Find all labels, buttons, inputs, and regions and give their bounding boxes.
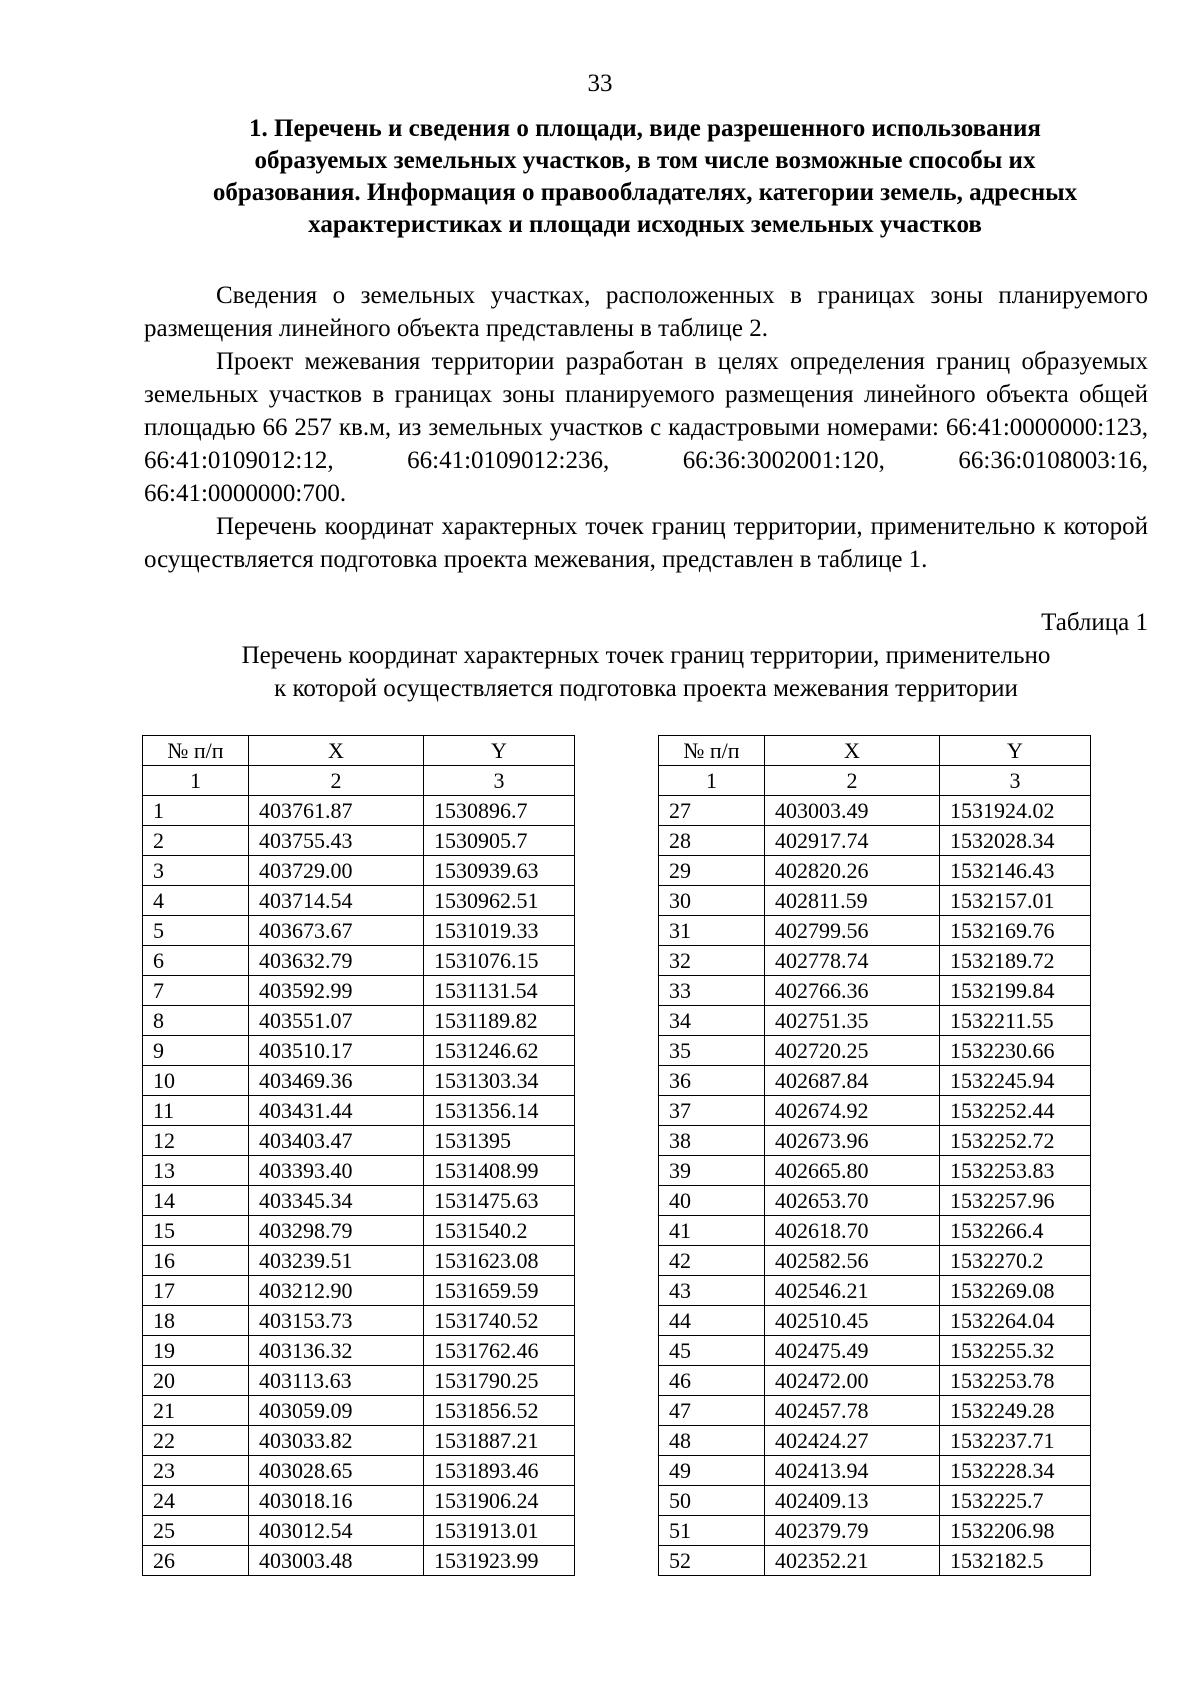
cell-x: 402582.56 xyxy=(765,1246,940,1276)
table-row xyxy=(143,1156,575,1186)
heading-line: характеристиках и площади исходных земельных участков xyxy=(308,211,982,238)
cell-y: 1532252.72 xyxy=(940,1126,1091,1156)
cell-y: 1531623.08 xyxy=(424,1246,575,1276)
cell-y: 1531019.33 xyxy=(424,916,575,946)
table-title-line: к которой осуществляется подготовка проекта межевания территории xyxy=(274,675,1018,702)
table-caption xyxy=(144,606,1148,705)
cell-x: 403018.16 xyxy=(249,1486,424,1516)
column-number-cell: 3 xyxy=(940,766,1091,796)
header-cell-number: № п/п xyxy=(143,736,249,766)
cell-x: 402510.45 xyxy=(765,1306,940,1336)
cell-point-number: 13 xyxy=(143,1156,249,1186)
cell-x: 403393.40 xyxy=(249,1156,424,1186)
table-row xyxy=(143,1456,575,1486)
table-row xyxy=(143,886,575,916)
cell-x: 402352.21 xyxy=(765,1546,940,1576)
cell-point-number: 25 xyxy=(143,1516,249,1546)
coordinates-table-left xyxy=(142,735,575,1576)
cell-point-number: 9 xyxy=(143,1036,249,1066)
cell-point-number: 3 xyxy=(143,856,249,886)
cell-y: 1532169.76 xyxy=(940,916,1091,946)
cell-x: 403239.51 xyxy=(249,1246,424,1276)
cell-point-number: 23 xyxy=(143,1456,249,1486)
cell-y: 1532182.5 xyxy=(940,1546,1091,1576)
cell-x: 402820.26 xyxy=(765,856,940,886)
cell-x: 402413.94 xyxy=(765,1456,940,1486)
table-row xyxy=(143,1036,575,1066)
table-row xyxy=(659,856,1091,886)
header-cell-number: № п/п xyxy=(659,736,765,766)
cell-x: 403761.87 xyxy=(249,796,424,826)
table-row xyxy=(659,1186,1091,1216)
table-row xyxy=(143,946,575,976)
cell-y: 1532249.28 xyxy=(940,1396,1091,1426)
cell-x: 402665.80 xyxy=(765,1156,940,1186)
table-row xyxy=(143,1366,575,1396)
cell-x: 403431.44 xyxy=(249,1096,424,1126)
cell-point-number: 49 xyxy=(659,1456,765,1486)
cell-point-number: 28 xyxy=(659,826,765,856)
cell-x: 403028.65 xyxy=(249,1456,424,1486)
table-row xyxy=(143,1336,575,1366)
cell-x: 403714.54 xyxy=(249,886,424,916)
cell-y: 1532270.2 xyxy=(940,1246,1091,1276)
column-number-cell: 1 xyxy=(143,766,249,796)
cell-y: 1532264.04 xyxy=(940,1306,1091,1336)
cell-x: 402917.74 xyxy=(765,826,940,856)
cell-point-number: 4 xyxy=(143,886,249,916)
cell-x: 403113.63 xyxy=(249,1366,424,1396)
table-row xyxy=(659,1456,1091,1486)
cell-y: 1531189.82 xyxy=(424,1006,575,1036)
table-column-number-row xyxy=(143,766,575,796)
cell-y: 1531924.02 xyxy=(940,796,1091,826)
cell-x: 403632.79 xyxy=(249,946,424,976)
table-row xyxy=(143,1096,575,1126)
cell-point-number: 6 xyxy=(143,946,249,976)
cell-point-number: 18 xyxy=(143,1306,249,1336)
table-row xyxy=(659,1036,1091,1066)
cell-y: 1531856.52 xyxy=(424,1396,575,1426)
cell-point-number: 51 xyxy=(659,1516,765,1546)
cell-x: 402778.74 xyxy=(765,946,940,976)
cell-y: 1532237.71 xyxy=(940,1426,1091,1456)
cell-y: 1531076.15 xyxy=(424,946,575,976)
table-row xyxy=(143,916,575,946)
cell-point-number: 11 xyxy=(143,1096,249,1126)
cell-x: 402811.59 xyxy=(765,886,940,916)
cell-y: 1532028.34 xyxy=(940,826,1091,856)
cell-point-number: 12 xyxy=(143,1126,249,1156)
cell-x: 402674.92 xyxy=(765,1096,940,1126)
table-row xyxy=(143,826,575,856)
table-row xyxy=(659,1096,1091,1126)
cell-point-number: 35 xyxy=(659,1036,765,1066)
table-title-line: Перечень координат характерных точек границ территории, применительно xyxy=(241,642,1051,669)
column-number-cell: 2 xyxy=(249,766,424,796)
cell-y: 1532266.4 xyxy=(940,1216,1091,1246)
cell-point-number: 40 xyxy=(659,1186,765,1216)
heading-line: образуемых земельных участков, в том числе возможные способы их xyxy=(254,147,1036,174)
cell-point-number: 17 xyxy=(143,1276,249,1306)
cell-y: 1532253.78 xyxy=(940,1366,1091,1396)
cell-point-number: 52 xyxy=(659,1546,765,1576)
cell-point-number: 24 xyxy=(143,1486,249,1516)
cell-y: 1531408.99 xyxy=(424,1156,575,1186)
cell-x: 403033.82 xyxy=(249,1426,424,1456)
table-row xyxy=(143,856,575,886)
cell-y: 1532257.96 xyxy=(940,1186,1091,1216)
cell-x: 403298.79 xyxy=(249,1216,424,1246)
table-row xyxy=(659,1546,1091,1576)
cell-point-number: 5 xyxy=(143,916,249,946)
cell-x: 403153.73 xyxy=(249,1306,424,1336)
cell-y: 1532225.7 xyxy=(940,1486,1091,1516)
cell-point-number: 21 xyxy=(143,1396,249,1426)
table-row xyxy=(143,1426,575,1456)
cell-point-number: 34 xyxy=(659,1006,765,1036)
cell-y: 1530896.7 xyxy=(424,796,575,826)
table-row xyxy=(659,946,1091,976)
cell-point-number: 44 xyxy=(659,1306,765,1336)
table-row xyxy=(659,886,1091,916)
cell-y: 1532269.08 xyxy=(940,1276,1091,1306)
cell-x: 403212.90 xyxy=(249,1276,424,1306)
table-row xyxy=(659,1066,1091,1096)
cell-y: 1532253.83 xyxy=(940,1156,1091,1186)
cell-y: 1532228.34 xyxy=(940,1456,1091,1486)
cell-y: 1532189.72 xyxy=(940,946,1091,976)
table-row xyxy=(143,1396,575,1426)
table-row xyxy=(143,1306,575,1336)
cell-x: 403551.07 xyxy=(249,1006,424,1036)
cell-y: 1531356.14 xyxy=(424,1096,575,1126)
paragraph: Перечень координат характерных точек границ территории, применительно к которой осуществляется подготовка проекта межевания, представлен в таблице 1. xyxy=(144,513,1148,573)
table-row xyxy=(659,1366,1091,1396)
table-row xyxy=(143,1006,575,1036)
cell-y: 1530905.7 xyxy=(424,826,575,856)
table-row xyxy=(143,1276,575,1306)
table-row xyxy=(143,1516,575,1546)
cell-x: 402379.79 xyxy=(765,1516,940,1546)
cell-y: 1531893.46 xyxy=(424,1456,575,1486)
cell-y: 1530939.63 xyxy=(424,856,575,886)
cell-x: 402457.78 xyxy=(765,1396,940,1426)
cell-x: 403403.47 xyxy=(249,1126,424,1156)
table-row xyxy=(659,1426,1091,1456)
cell-point-number: 14 xyxy=(143,1186,249,1216)
cell-y: 1531887.21 xyxy=(424,1426,575,1456)
cell-y: 1531906.24 xyxy=(424,1486,575,1516)
table-row xyxy=(143,1066,575,1096)
table-row xyxy=(659,1006,1091,1036)
cell-point-number: 29 xyxy=(659,856,765,886)
table-row xyxy=(143,1216,575,1246)
cell-x: 403729.00 xyxy=(249,856,424,886)
cell-x: 402475.49 xyxy=(765,1336,940,1366)
cell-x: 402799.56 xyxy=(765,916,940,946)
cell-x: 402673.96 xyxy=(765,1126,940,1156)
table-row xyxy=(659,1216,1091,1246)
cell-point-number: 46 xyxy=(659,1366,765,1396)
paragraph: Проект межевания территории разработан в целях определения границ образуемых земельных участков в границах зоны планируемого размещения линейного объекта общей площадью 66 257 кв.м, из земельных участков с кадастровыми номерами: 66:41:0000000:123, 66:41:0109012:12, 66:41:0109012:236, 66:36:3002001:120, 66:36:0108003:16, 66:41:0000000:700. xyxy=(144,348,1148,507)
cell-y: 1532157.01 xyxy=(940,886,1091,916)
header-cell-y: Y xyxy=(940,736,1091,766)
cell-point-number: 37 xyxy=(659,1096,765,1126)
cell-y: 1531659.59 xyxy=(424,1276,575,1306)
cell-y: 1531475.63 xyxy=(424,1186,575,1216)
cell-y: 1531790.25 xyxy=(424,1366,575,1396)
cell-x: 403012.54 xyxy=(249,1516,424,1546)
cell-point-number: 33 xyxy=(659,976,765,1006)
cell-point-number: 45 xyxy=(659,1336,765,1366)
cell-point-number: 43 xyxy=(659,1276,765,1306)
cell-x: 403136.32 xyxy=(249,1336,424,1366)
cell-point-number: 32 xyxy=(659,946,765,976)
heading-line: образования. Информация о правообладателях, категории земель, адресных xyxy=(212,179,1078,206)
cell-y: 1532255.32 xyxy=(940,1336,1091,1366)
cell-point-number: 30 xyxy=(659,886,765,916)
table-row xyxy=(143,1546,575,1576)
cell-y: 1532206.98 xyxy=(940,1516,1091,1546)
cell-x: 402751.35 xyxy=(765,1006,940,1036)
cell-y: 1532146.43 xyxy=(940,856,1091,886)
table-row xyxy=(143,1246,575,1276)
body-text xyxy=(144,279,1148,576)
header-cell-x: X xyxy=(249,736,424,766)
table-label: Таблица 1 xyxy=(1041,609,1148,636)
cell-point-number: 27 xyxy=(659,796,765,826)
table-row xyxy=(143,1186,575,1216)
cell-point-number: 38 xyxy=(659,1126,765,1156)
cell-point-number: 7 xyxy=(143,976,249,1006)
cell-point-number: 31 xyxy=(659,916,765,946)
cell-point-number: 41 xyxy=(659,1216,765,1246)
cell-y: 1531246.62 xyxy=(424,1036,575,1066)
cell-x: 402472.00 xyxy=(765,1366,940,1396)
cell-point-number: 42 xyxy=(659,1246,765,1276)
cell-x: 403755.43 xyxy=(249,826,424,856)
cell-x: 403003.49 xyxy=(765,796,940,826)
coordinates-table-right xyxy=(658,735,1091,1576)
header-cell-x: X xyxy=(765,736,940,766)
table-row xyxy=(143,796,575,826)
cell-y: 1531395 xyxy=(424,1126,575,1156)
cell-point-number: 10 xyxy=(143,1066,249,1096)
table-row xyxy=(659,976,1091,1006)
page-number: 33 xyxy=(587,70,613,97)
cell-x: 402618.70 xyxy=(765,1216,940,1246)
cell-x: 403059.09 xyxy=(249,1396,424,1426)
cell-point-number: 15 xyxy=(143,1216,249,1246)
cell-point-number: 39 xyxy=(659,1156,765,1186)
cell-y: 1531131.54 xyxy=(424,976,575,1006)
cell-y: 1531913.01 xyxy=(424,1516,575,1546)
cell-y: 1531740.52 xyxy=(424,1306,575,1336)
table-row xyxy=(659,1276,1091,1306)
cell-x: 402687.84 xyxy=(765,1066,940,1096)
cell-point-number: 26 xyxy=(143,1546,249,1576)
table-column-number-row xyxy=(659,766,1091,796)
cell-x: 403003.48 xyxy=(249,1546,424,1576)
cell-point-number: 1 xyxy=(143,796,249,826)
table-row xyxy=(143,1486,575,1516)
column-number-cell: 2 xyxy=(765,766,940,796)
column-number-cell: 1 xyxy=(659,766,765,796)
cell-x: 403592.99 xyxy=(249,976,424,1006)
cell-x: 402766.36 xyxy=(765,976,940,1006)
cell-x: 402424.27 xyxy=(765,1426,940,1456)
cell-point-number: 50 xyxy=(659,1486,765,1516)
table-row xyxy=(659,1396,1091,1426)
table-row xyxy=(659,826,1091,856)
section-heading xyxy=(140,113,1150,241)
cell-point-number: 8 xyxy=(143,1006,249,1036)
cell-y: 1531923.99 xyxy=(424,1546,575,1576)
cell-point-number: 2 xyxy=(143,826,249,856)
cell-x: 402720.25 xyxy=(765,1036,940,1066)
table-row xyxy=(143,976,575,1006)
table-row xyxy=(659,1156,1091,1186)
table-row xyxy=(659,1486,1091,1516)
column-number-cell: 3 xyxy=(424,766,575,796)
table-header-row xyxy=(659,736,1091,766)
cell-x: 403469.36 xyxy=(249,1066,424,1096)
cell-y: 1532245.94 xyxy=(940,1066,1091,1096)
cell-y: 1531762.46 xyxy=(424,1336,575,1366)
table-row xyxy=(659,1246,1091,1276)
table-row xyxy=(659,1516,1091,1546)
cell-x: 403510.17 xyxy=(249,1036,424,1066)
cell-y: 1532199.84 xyxy=(940,976,1091,1006)
cell-point-number: 19 xyxy=(143,1336,249,1366)
table-row xyxy=(659,916,1091,946)
table-row xyxy=(143,1126,575,1156)
cell-y: 1532211.55 xyxy=(940,1006,1091,1036)
cell-x: 402546.21 xyxy=(765,1276,940,1306)
table-row xyxy=(659,1336,1091,1366)
cell-point-number: 48 xyxy=(659,1426,765,1456)
cell-x: 402409.13 xyxy=(765,1486,940,1516)
table-row xyxy=(659,796,1091,826)
header-cell-y: Y xyxy=(424,736,575,766)
cell-point-number: 36 xyxy=(659,1066,765,1096)
cell-y: 1531540.2 xyxy=(424,1216,575,1246)
cell-x: 402653.70 xyxy=(765,1186,940,1216)
cell-x: 403345.34 xyxy=(249,1186,424,1216)
heading-line: 1. Перечень и сведения о площади, виде разрешенного использования xyxy=(249,115,1041,142)
cell-point-number: 22 xyxy=(143,1426,249,1456)
cell-x: 403673.67 xyxy=(249,916,424,946)
table-row xyxy=(659,1306,1091,1336)
cell-point-number: 47 xyxy=(659,1396,765,1426)
table-header-row xyxy=(143,736,575,766)
cell-y: 1530962.51 xyxy=(424,886,575,916)
cell-point-number: 16 xyxy=(143,1246,249,1276)
cell-y: 1532252.44 xyxy=(940,1096,1091,1126)
table-row xyxy=(659,1126,1091,1156)
cell-point-number: 20 xyxy=(143,1366,249,1396)
paragraph: Сведения о земельных участках, расположенных в границах зоны планируемого размещения линейного объекта представлены в таблице 2. xyxy=(144,282,1148,342)
cell-y: 1531303.34 xyxy=(424,1066,575,1096)
cell-y: 1532230.66 xyxy=(940,1036,1091,1066)
